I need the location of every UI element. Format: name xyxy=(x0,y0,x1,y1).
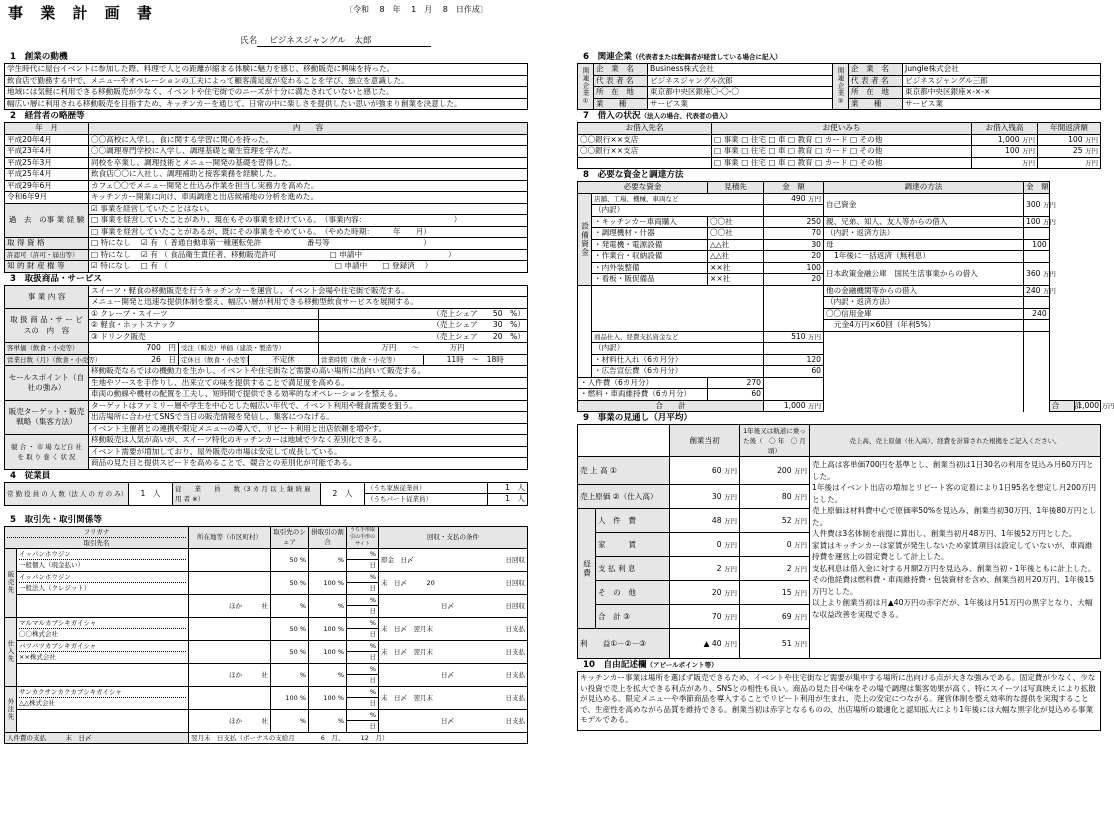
section-8-title: 8 必要な資金と調達方法 xyxy=(583,170,684,180)
checkbox-icon[interactable]: □ xyxy=(91,215,101,225)
operating-item: ・燃料・車両維持費（6カ月分） 60 xyxy=(578,389,1101,401)
equipment-item: ・作業台・収納設備 △△社 20 1年後に一括返済（無利息） xyxy=(578,251,1101,263)
section-4-title: 4 従業員 xyxy=(10,470,51,481)
sales-point-label: セールスポイント（自社の強み） xyxy=(5,366,89,401)
operating-item: ・広告宣伝費（6カ月分） 60 xyxy=(578,366,1101,378)
outlook-row: 売 上 高 ① 60 万円 200 万円 売上高は客単価700円を基準とし、創業当初は1日30名の利用を見込み月60万円とした。 1年後はイベント出店の増加とリピート客の定着により1日95名を想定し月200万円とした。 売上原価は材料費中心で原価率50%を見込み、創業当初30万円、1年後80万円とした。 人件費は3名体制を前提に算出し、創業当初月48万円、1年後52万円とした。 家賃はキッチンカーは家賃が発生しないため家賃項目は設定していないが、車両維持費を運営上の固定費として計上した。 支払利息は借入金に対する月額2万円を見込み、創業当初・1年後ともに計上した。 その他経費は燃料費・車両維持費・包装資材を含め、創業当初月20万円、1年後15万円とした。 以上より創業当初は月▲40万円の赤字だが、1年後は月51万円の黒字となり、大幅な収益改善を実現できる。 xyxy=(578,457,1101,485)
document-title: 事 業 計 画 書 xyxy=(8,4,158,22)
supplier-label: 仕入先 xyxy=(5,617,17,686)
supplier-row: 仕入先 マルマルカブシキガイシャ 〇〇株式会社 50 % 100 % % 末 日〆 翌月末 日支払 xyxy=(5,617,528,629)
section-9-title: 9 事業の見通し（月平均） xyxy=(583,413,693,423)
permit-value: □ 特になし ☑ 有 （ 食品衛生責任者、移動販売許可 □ 申請中 ） xyxy=(89,249,528,261)
license-value: □ 特になし ☑ 有 （ 普通自動車第一種運転免許 番号等 ） xyxy=(89,238,528,250)
motive-line: 地域には気軽に利用できる移動販売が少なく、イベントや住宅街でのニーズが十分に満たされていないと感じた。 xyxy=(5,87,528,99)
checkbox-icon[interactable]: ☑ xyxy=(91,203,101,213)
outlook-table: 創業当初 1年後又は軌道に乗った後（ 〇 年 〇 月頃） 売上高、売上原価（仕入高）、経費を計算された根拠をご記入ください。 売 上 高 ① 60 万円 200 万円 売上高は客単価700円を基準とし、創業当初は1日30名の利用を見込み月60万円とした。 1年後はイベント出店の増加とリピート客の定着により1日95名を想定し月200万円とした。 売上原価は材料費中心で原価率50%を見込み、創業当初30万円、1年後80万円とした。 人件費は3名体制を前提に算出し、創業当初月48万円、1年後52万円とした。 家賃はキッチンカーは家賃が発生しないため家賃項目は設定していないが、車両維持費を運営上の固定費として計上した。 支払利息は借入金に対する月額2万円を見込み、創業当初・1年後ともに計上した。 その他経費は燃料費・車両維持費・包装資材を含め、創業当初月20万円、1年後15万円とした。 以上より創業当初は月▲40万円の赤字だが、1年後は月51万円の黒字となり、大幅な収益改善を実現できる。 売上原価 ②（仕入高） 30 万円 80 万円 経費 人 件 費 48 万円 52 万円 家 賃 0 万円 0 万円 支 払 利 息 2 万円 2 万円 そ の 他 20 万円 15 万円 合 計 ③ 70 万円 69 万円 利 益①－②－③ ▲ 40 万円 51 万円 xyxy=(577,424,1101,659)
outsource-row: 外注先 サンカクサンカクカブシキガイシャ △△株式会社 100 % 100 % % 末 日〆 翌月末 日支払 xyxy=(5,686,528,698)
outlook-row: 経費 人 件 費 48 万円 52 万円 xyxy=(578,509,1101,533)
outsource-label: 外注先 xyxy=(5,686,17,732)
career-row: 令和6年9月 キッチンカー開業に向け、車両調達と出店候補地の分析を進めた。 xyxy=(5,192,528,204)
career-row: 平成25年4月 飲食店〇〇に入社し、調理補助と接客業務を経験した。 xyxy=(5,169,528,181)
total-label: 合 計 xyxy=(578,400,764,412)
section-10-title: 10 自由記述欄（アピールポイント等） xyxy=(583,660,718,670)
supplier-row: バツバツカブシキガイシャ ××株式会社 50 % 100 % % 末 日〆 翌月末 日支払 xyxy=(5,640,528,652)
related-companies-table: 関連企業① 企 業 名 Business株式会社 関連企業② 企 業 名 Jungle株式会社 代 表 者 名 ビジネスジャングル次郎 代 表 者 名 ビジネスジャングル三郎 所 在 地 東京都中央区銀座〇-〇-〇 所 在 地 東京都中央区銀座×-×-× 業 種 サービス業 業 種 サービス業 xyxy=(577,63,1101,110)
equipment-item: ・看板・販促備品 ××社 20 xyxy=(578,274,1101,286)
funding-table: 必要な資金 見積先 金 額 調達の方法 金 額 設備資金 店舗、工場、機械、車両など 490 万円 自己資金 300 万円 （内訳） ・キッチンカー車両購入 〇〇社 250 親、兄弟、知人、友人等からの借入 100 万円 ・調理機材・什器 〇〇社 70 （内訳・返済方法） ・発電機・電源設備 △△社 30 母 100 ・作業台・収納設備 △△社 20 1年後に一括返済（無利息） ・内外装整備 ××社 100 日本政策金融公庫 国民生活事業からの借入 360 万円 ・看板・販促備品 ××社 20 他の金融機関等からの借入 240 万円 （内訳・返済方法） 〇〇信用金庫 240 元金4万円×60回（年利5%） 商品仕入、経費支払資金など 510 万円 （内訳） ・材料仕入れ（6カ月分） 120 ・広告宣伝費（6カ月分） 60 ・人件費（6カ月分） 270 ・燃料・車両維持費（6カ月分） 60 合 計 1,000 万円 合 計 1,000 万円 xyxy=(577,181,1101,412)
operating-item: ・人件費（6カ月分） 270 xyxy=(578,377,1101,389)
employees-table: 常 勤 役 員 の 人 数（法 人 の 方 の み） 1 人 従 業 員 数（3 カ 月 以 上 継 続 雇 用 者 ※） 2 人 （うち家族従業員） 1 人 （うちパート従業員） 1 人 xyxy=(4,482,528,506)
outlook-row: 家 賃 0 万円 0 万円 xyxy=(578,533,1101,557)
career-row: 平成29年6月 カフェ〇〇でメニュー開発と仕込み作業を担当し実務力を高めた。 xyxy=(5,180,528,192)
sales-label: 販売先 xyxy=(5,548,17,617)
permit-label: 許認可（許可・届出等） xyxy=(5,249,89,261)
motive-table xyxy=(4,63,528,110)
ip-value: ☑ 特になし □ 有 （ □ 申請中 □ 登録済 ） xyxy=(89,261,528,273)
payroll-label: 人件費の支払 末 日〆 xyxy=(5,732,189,744)
equipment-item: ・発電機・電源設備 △△社 30 母 100 xyxy=(578,239,1101,251)
outlook-basis: 売上高は客単価700円を基準とし、創業当初は1日30名の利用を見込み月60万円とした。 1年後はイベント出店の増加とリピート客の定着により1日95名を想定し月200万円とした。 売上原価は材料費中心で原価率50%を見込み、創業当初30万円、1年後80万円とした。 人件費は3名体制を前提に算出し、創業当初月48万円、1年後52万円とした。 家賃はキッチンカーは家賃が発生しないため家賃項目は設定していないが、車両維持費を運営上の固定費として計上した。 支払利息は借入金に対する月額2万円を見込み、創業当初・1年後ともに計上した。 その他経費は燃料費・車両維持費・包装資材を含め、創業当初月20万円、1年後15万円とした。 以上より創業当初は月▲40万円の赤字だが、1年後は月51万円の黒字となり、大幅な収益改善を実現できる。 xyxy=(810,457,1101,659)
loan-row: □ 事業 □ 住宅 □ 車 □ 教育 □ カード □ その他 万円 万円 xyxy=(578,157,1101,169)
outlook-row: 利 益①－②－③ ▲ 40 万円 51 万円 xyxy=(578,629,1101,659)
target-label: 販売ターゲット・販売戦略（集客方法） xyxy=(5,400,89,435)
products-label: 取 扱 商 品・サ ー ビ スの 内 容 xyxy=(5,308,89,343)
applicant-name-row xyxy=(240,34,431,47)
products-table: 事 業 内 容 スイーツ・軽食の移動販売を行うキッチンカーを運営し、イベント会場や住宅街で販売する。 メニュー開発と迅速な提供体制を整え、幅広い層が利用できる移動型飲食サービスを展開する。 取 扱 商 品・サ ー ビ スの 内 容 ① クレープ・スイーツ （売上シェア 50 %） ② 軽食・ホットスナック （売上シェア 30 %） ③ ドリンク販売 （売上シェア 20 %） 客単価（飲食・小売等） 700 円 受注（販売）単価（建設・製造等） 万円 ～ 万円 営業日数（月）（飲食・小売等） 26 日 定休日（飲食・小売等） 不定休 営業時間（飲食・小売等） 11時 ～ 18時 セールスポイント（自社の強み） 移動販売ならではの機動力を生かし、イベントや住宅街など需要の高い場所に出向いて販売する。 生地やソースを手作りし、出来立ての味を提供することで満足度を高める。 車両の動線や機材の配置を工夫し、短時間で提供できる効率的なオペレーションを整える。 販売ターゲット・販売戦略（集客方法） ターゲットはファミリー層や学生を中心とした幅広い年代で、イベント利用や軽食需要を狙う。 出店場所に合わせてSNSで当日の販売情報を発信し、集客につなげる。 イベント主催者との連携や限定メニューの導入で、リピート利用と出店依頼を増やす。 競 合 ・ 市 場 など自 社 を 取 り 巻 く 状 況 移動販売は人気が高いが、スイーツ特化のキッチンカーは地域で少なく差別化できる。 イベント需要が増加しており、屋外販売の市場は安定して成長している。 商品の見た目と提供スピードを高めることで、競合との差別化が可能である。 xyxy=(4,285,528,470)
equipment-item: ・内外装整備 ××社 100 日本政策金融公庫 国民生活事業からの借入 360 万円 xyxy=(578,262,1101,274)
section-2-title: 2 経営者の略歴等 xyxy=(10,111,85,121)
section-7-title: 7 借入の状況（法人の場合、代表者の借入） xyxy=(583,111,732,121)
col-year-month: 年 月 xyxy=(5,123,89,135)
free-text: キッチンカー事業は場所を選ばず販売できるため、イベントや住宅街など需要が集中する場所に出向ける点が大きな強みである。固定費が少なく、少ない投資で売上を拡大できる利点があり、SNSとの相性も良い。商品の見た目や味をその場で調理は集客効果が高く、特にスイーツは写真映えにより拡散が見込める。限定メニューや季節商品を導入することでリピート利用が生まれ、売上の安定につながる。運営体制を整え効率的な提供を実現することで、生産性を高めながら品質を維持できる。創業当初は赤字となるものの、出店場所の最適化と認知拡大により1年後には大幅な黒字化が見込める事業モデルである。 xyxy=(577,671,1101,731)
equipment-label: 設備資金 xyxy=(578,193,592,285)
career-table: 年 月 内 容 平成20年4月 〇〇高校に入学し、食に関する学習に関心を持った。 平成23年4月 〇〇調理専門学校に入学し、調理基礎と衛生管理を学んだ。 平成25年3月 同校を卒業し、調理技術とメニュー開発の基礎を習得した。 平成25年4月 飲食店〇〇に入社し、調理補助と接客業務を経験した。 平成29年6月 カフェ〇〇でメニュー開発と仕込み作業を担当し実務力を高めた。 令和6年9月 キッチンカー開業に向け、車両調達と出店候補地の分析を進めた。 過 去 の事 業 経 験 ☑ 事業を経営していたことはない。 □ 事業を経営していたことがあり、現在もその事業を続けている。 （事業内容： ） □ 事業を経営していたことがあるが、既にその事業をやめている。 （やめた時期： 年 月） 取 得 資 格 □ 特になし ☑ 有 （ 普通自動車第一種運転免許 番号等 ） 許認可（許可・届出等） □ 特になし ☑ 有 （ 食品衛生責任者、移動販売許可 □ 申請中 ） 知 的 財 産 権 等 ☑ 特になし □ 有 （ □ 申請中 □ 登録済 ） xyxy=(4,122,528,273)
motive-line: 学生時代に屋台イベントに参加した際、料理で人との距離が縮まる体験に魅力を感じ、移動販売に興味を持った。 xyxy=(5,64,528,76)
ip-label: 知 的 財 産 権 等 xyxy=(5,261,89,273)
equipment-item: ・キッチンカー車両購入 〇〇社 250 親、兄弟、知人、友人等からの借入 100 万円 xyxy=(578,216,1101,228)
career-row: 平成23年4月 〇〇調理専門学校に入学し、調理基礎と衛生管理を学んだ。 xyxy=(5,146,528,158)
license-label: 取 得 資 格 xyxy=(5,238,89,250)
business-label: 事 業 内 容 xyxy=(5,285,89,308)
loan-row: 〇〇銀行××支店 □ 事業 □ 住宅 □ 車 □ 教育 □ カード □ その他 1,000 万円 100 万円 xyxy=(578,134,1101,146)
equipment-item: ・調理機材・什器 〇〇社 70 （内訳・返済方法） xyxy=(578,228,1101,240)
motive-line: 幅広い層に利用される移動販売を目指すため、キッチンカーを通じて、日常の中に楽しさを提供したい思いが強まり創業を決意した。 xyxy=(5,98,528,110)
partners-table: フリガナ 取引先名 所在地等（市区町村） 取引先のシェア 掛取引の割合 うち手形取引の手形のサイト 回収・支払の条件 販売先 イッパンホウジン 一般個人（現金払い） 50 % % % 即金 日〆 日回収 日 イッパンホウジン 一般法人（クレジット） 50 % 100 % % 末 日〆 20 日回収 日 ほか 社 % % % 日〆 日回収 日 仕入先 マルマルカブシキガイシャ 〇〇株式会社 50 % 100 % % 末 日〆 翌月末 日支払 日 バツバツカブシキガイシャ ××株式会社 50 % 100 % % 末 日〆 翌月末 日支払 日 ほか 社 % % % 日〆 日支払 日 外注先 サンカクサンカクカブシキガイシャ △△株式会社 100 % 100 % % 末 日〆 翌月末 日支払 日 ほか 社 % % % 日〆 日支払 日 人件費の支払 末 日〆 翌月末 日支払（ボーナスの支給月 6 月、 12 月） xyxy=(4,526,528,745)
section-3-title: 3 取扱商品・サービス xyxy=(10,273,102,284)
name-label: 氏名 xyxy=(240,36,258,46)
career-row: 平成20年4月 〇〇高校に入学し、食に関する学習に関心を持った。 xyxy=(5,134,528,146)
outlook-row: そ の 他 20 万円 15 万円 xyxy=(578,581,1101,605)
career-row: 平成25年3月 同校を卒業し、調理技術とメニュー開発の基礎を習得した。 xyxy=(5,157,528,169)
section-1-title: 1 創業の動機 xyxy=(10,52,68,62)
loan-row: 〇〇銀行××支店 □ 事業 □ 住宅 □ 車 □ 教育 □ カード □ その他 100 万円 25 万円 xyxy=(578,146,1101,158)
competition-label: 競 合 ・ 市 場 など自 社 を 取 り 巻 く 状 況 xyxy=(5,435,89,470)
applicant-name: ビジネスジャングル 太郎 xyxy=(257,34,431,47)
outlook-row: 支 払 利 息 2 万円 2 万円 xyxy=(578,557,1101,581)
outlook-row: 売上原価 ②（仕入高） 30 万円 80 万円 xyxy=(578,485,1101,509)
outlook-row: 合 計 ③ 70 万円 69 万円 xyxy=(578,605,1101,629)
sales-row: 販売先 イッパンホウジン 一般個人（現金払い） 50 % % % 即金 日〆 日回収 xyxy=(5,548,528,560)
col-content: 内 容 xyxy=(89,123,528,135)
past-experience-label: 過 去 の事 業 経 験 xyxy=(5,203,89,238)
loans-table: お借入先名 お使いみち お借入残高 年間返済額 〇〇銀行××支店 □ 事業 □ 住宅 □ 車 □ 教育 □ カード □ その他 1,000 万円 100 万円 〇〇銀行××支店 □ 事業 □ 住宅 □ 車 □ 教育 □ カード □ その他 100 万円 25 万円 □ 事業 □ 住宅 □ 車 □ 教育 □ カード □ その他 万円 万円 xyxy=(577,122,1101,169)
checkbox-icon[interactable]: □ xyxy=(91,226,101,236)
section-5-title: 5 取引先・取引関係等 xyxy=(10,514,102,525)
section-6-title: 6 関連企業（代表者または配偶者が経営している場合に記入） xyxy=(583,52,782,62)
motive-line: 飲食店で勤務する中で、メニューやオペレーションの工夫によって顧客満足度が変わることを学び、独立を意識した。 xyxy=(5,75,528,87)
operating-item: ・材料仕入れ（6カ月分） 120 xyxy=(578,354,1101,366)
sales-row: イッパンホウジン 一般法人（クレジット） 50 % 100 % % 末 日〆 20 日回収 xyxy=(5,571,528,583)
creation-date: 〔令和 8 年 1 月 8 日作成〕 xyxy=(345,5,488,14)
